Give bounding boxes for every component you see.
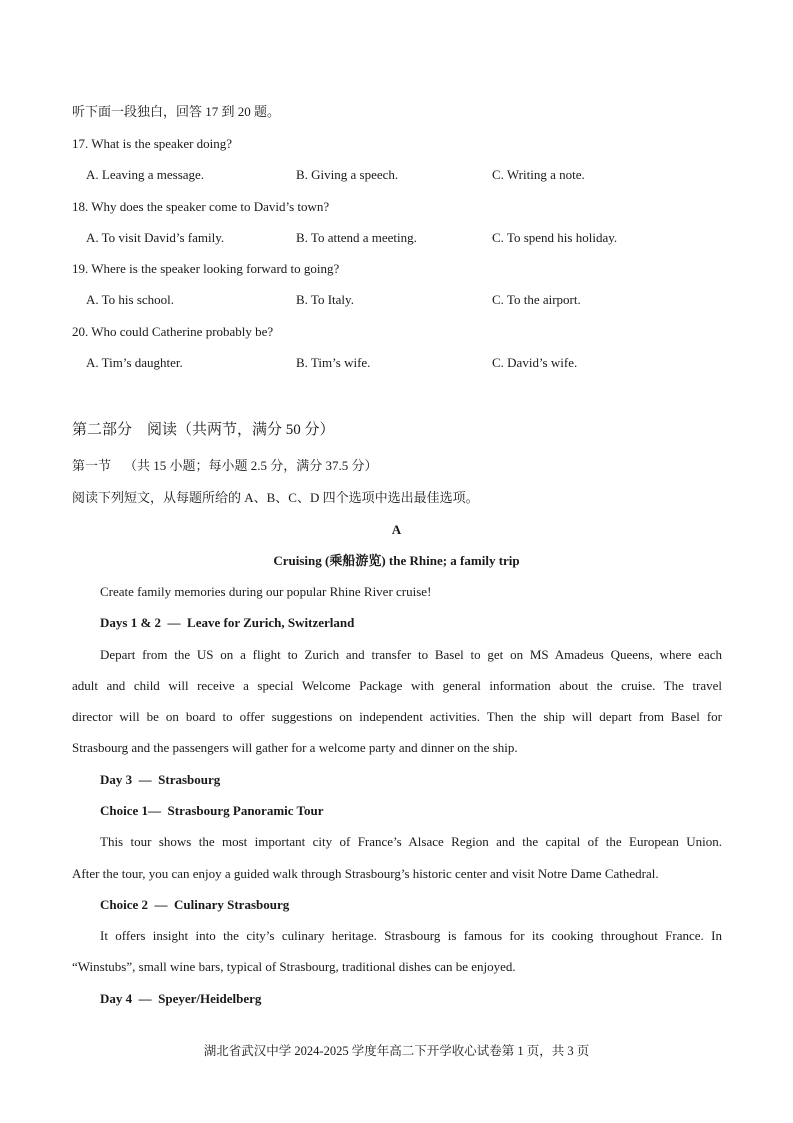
question-19: 19. Where is the speaker looking forward to going? <box>72 261 340 276</box>
day12-line-4: Strasbourg and the passengers will gather for a welcome party and dinner on the ship. <box>72 740 518 755</box>
reading-section-title: 第一节 （共 15 小题；每小题 2.5 分，满分 37.5 分） <box>72 458 378 473</box>
option-20-c: C. David’s wife. <box>492 355 578 370</box>
choice1-line-1: This tour shows the most important city of France’s Alsace Region and the capital of the European Union. <box>100 834 722 849</box>
passage-title: Cruising (乘船游览) the Rhine; a family trip <box>273 553 520 568</box>
choice1-heading: Choice 1— Strasbourg Panoramic Tour <box>100 803 324 818</box>
question-17: 17. What is the speaker doing? <box>72 136 233 151</box>
option-18-b: B. To attend a meeting. <box>296 230 417 245</box>
day12-heading: Days 1 & 2 — Leave for Zurich, Switzerland <box>100 615 355 630</box>
option-19-a: A. To his school. <box>86 292 175 307</box>
option-18-a: A. To visit David’s family. <box>86 230 225 245</box>
choice1-line-2: After the tour, you can enjoy a guided walk through Strasbourg’s historic center and visit Notre Dame Cathedral. <box>72 866 659 881</box>
page-footer: 湖北省武汉中学 2024-2025 学度年高二下开学收心试卷第 1 页，共 3 页 <box>203 1044 590 1058</box>
choice2-heading: Choice 2 — Culinary Strasbourg <box>100 897 290 912</box>
option-19-b: B. To Italy. <box>296 292 354 307</box>
option-19-c: C. To the airport. <box>492 292 581 307</box>
passage-intro: Create family memories during our popular Rhine River cruise! <box>100 584 432 599</box>
passage-label: A <box>391 522 402 537</box>
question-18: 18. Why does the speaker come to David’s town? <box>72 199 330 214</box>
option-20-a: A. Tim’s daughter. <box>86 355 183 370</box>
option-18-c: C. To spend his holiday. <box>492 230 618 245</box>
listening-intro: 听下面一段独白，回答 17 到 20 题。 <box>72 104 281 119</box>
choice2-line-2: “Winstubs”, small wine bars, typical of Strasbourg, traditional dishes can be enjoyed. <box>72 959 516 974</box>
day4-heading: Day 4 — Speyer/Heidelberg <box>100 991 262 1006</box>
choice2-line-1: It offers insight into the city’s culinary heritage. Strasbourg is famous for its cooking throughout France. In <box>100 928 722 943</box>
option-20-b: B. Tim’s wife. <box>296 355 371 370</box>
day3-heading: Day 3 — Strasbourg <box>100 772 221 787</box>
option-17-c: C. Writing a note. <box>492 167 585 182</box>
day12-line-3: director will be on board to offer suggestions on independent activities. Then the ship will depart from Basel for <box>72 709 722 724</box>
day12-line-2: adult and child will receive a special Welcome Package with general information about the cruise. The travel <box>72 678 722 693</box>
day12-line-1: Depart from the US on a flight to Zurich and transfer to Basel to get on MS Amadeus Queens, where each <box>100 647 722 662</box>
reading-part-title: 第二部分 阅读（共两节，满分 50 分） <box>72 422 335 438</box>
option-17-a: A. Leaving a message. <box>86 167 205 182</box>
option-17-b: B. Giving a speech. <box>296 167 399 182</box>
reading-instruction: 阅读下列短文，从每题所给的 A、B、C、D 四个选项中选出最佳选项。 <box>72 490 479 505</box>
question-20: 20. Who could Catherine probably be? <box>72 324 274 339</box>
